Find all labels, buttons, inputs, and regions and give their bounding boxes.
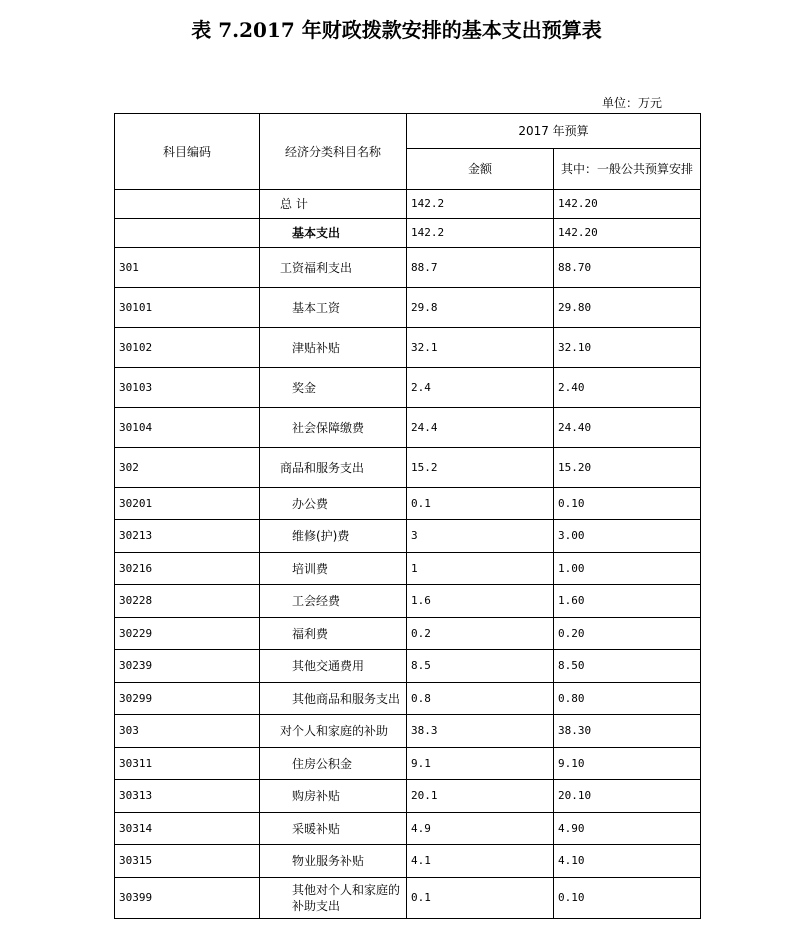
table-row bbox=[115, 219, 701, 248]
row-amount: 3 bbox=[407, 520, 554, 553]
header-general: 其中：一般公共预算安排 bbox=[554, 149, 701, 190]
row-name: 商品和服务支出 bbox=[260, 448, 407, 488]
row-name: 购房补贴 bbox=[260, 780, 407, 813]
row-amount: 88.7 bbox=[407, 248, 554, 288]
table-row bbox=[115, 715, 701, 748]
row-code: 30103 bbox=[115, 368, 260, 408]
row-code: 303 bbox=[115, 715, 260, 748]
table-row bbox=[115, 618, 701, 650]
table-row bbox=[115, 328, 701, 368]
row-amount: 15.2 bbox=[407, 448, 554, 488]
row-general: 0.20 bbox=[554, 618, 701, 650]
table-row bbox=[115, 190, 701, 219]
row-amount: 20.1 bbox=[407, 780, 554, 813]
row-name: 其他交通费用 bbox=[260, 650, 407, 683]
row-code: 30102 bbox=[115, 328, 260, 368]
row-amount: 0.1 bbox=[407, 878, 554, 919]
row-code: 30228 bbox=[115, 585, 260, 618]
row-general: 0.10 bbox=[554, 878, 701, 919]
table-row bbox=[115, 368, 701, 408]
row-name: 工资福利支出 bbox=[260, 248, 407, 288]
table-row bbox=[115, 520, 701, 553]
row-general: 88.70 bbox=[554, 248, 701, 288]
table-row bbox=[115, 288, 701, 328]
row-general: 24.40 bbox=[554, 408, 701, 448]
row-amount: 38.3 bbox=[407, 715, 554, 748]
table-row bbox=[115, 813, 701, 845]
row-name: 基本支出 bbox=[260, 219, 407, 248]
row-general: 32.10 bbox=[554, 328, 701, 368]
row-general: 8.50 bbox=[554, 650, 701, 683]
row-amount: 142.2 bbox=[407, 190, 554, 219]
row-name: 培训费 bbox=[260, 553, 407, 585]
header-amount: 金额 bbox=[407, 149, 554, 190]
row-amount: 4.1 bbox=[407, 845, 554, 878]
row-name: 办公费 bbox=[260, 488, 407, 520]
row-name: 其他对个人和家庭的补助支出 bbox=[260, 878, 407, 919]
row-general: 3.00 bbox=[554, 520, 701, 553]
row-amount: 2.4 bbox=[407, 368, 554, 408]
header-year-budget: 2017 年预算 bbox=[407, 114, 701, 149]
row-general: 142.20 bbox=[554, 190, 701, 219]
row-amount: 32.1 bbox=[407, 328, 554, 368]
row-amount: 0.1 bbox=[407, 488, 554, 520]
row-amount: 0.8 bbox=[407, 683, 554, 715]
row-code: 30313 bbox=[115, 780, 260, 813]
row-code: 301 bbox=[115, 248, 260, 288]
table-row bbox=[115, 488, 701, 520]
row-general: 0.80 bbox=[554, 683, 701, 715]
row-code: 30104 bbox=[115, 408, 260, 448]
row-amount: 9.1 bbox=[407, 748, 554, 780]
row-code: 302 bbox=[115, 448, 260, 488]
table-row bbox=[115, 553, 701, 585]
row-name: 基本工资 bbox=[260, 288, 407, 328]
row-general: 0.10 bbox=[554, 488, 701, 520]
row-name: 住房公积金 bbox=[260, 748, 407, 780]
table-row bbox=[115, 748, 701, 780]
table-row bbox=[115, 408, 701, 448]
table-row bbox=[115, 248, 701, 288]
row-code: 30213 bbox=[115, 520, 260, 553]
row-name: 奖金 bbox=[260, 368, 407, 408]
row-general: 4.90 bbox=[554, 813, 701, 845]
row-general: 38.30 bbox=[554, 715, 701, 748]
table-row bbox=[115, 683, 701, 715]
row-amount: 1 bbox=[407, 553, 554, 585]
table-row bbox=[115, 780, 701, 813]
row-code: 30315 bbox=[115, 845, 260, 878]
row-code: 30239 bbox=[115, 650, 260, 683]
table-row bbox=[115, 448, 701, 488]
row-amount: 8.5 bbox=[407, 650, 554, 683]
row-code bbox=[115, 219, 260, 248]
row-general: 1.00 bbox=[554, 553, 701, 585]
row-amount: 1.6 bbox=[407, 585, 554, 618]
page-title: 表 7.2017 年财政拨款安排的基本支出预算表 bbox=[191, 18, 602, 42]
row-amount: 142.2 bbox=[407, 219, 554, 248]
row-general: 1.60 bbox=[554, 585, 701, 618]
row-amount: 4.9 bbox=[407, 813, 554, 845]
table-row bbox=[115, 845, 701, 878]
row-code: 30399 bbox=[115, 878, 260, 919]
budget-table bbox=[114, 113, 701, 919]
row-name: 总 计 bbox=[260, 190, 407, 219]
row-amount: 24.4 bbox=[407, 408, 554, 448]
row-general: 20.10 bbox=[554, 780, 701, 813]
unit-label: 单位：万元 bbox=[602, 96, 663, 110]
row-general: 29.80 bbox=[554, 288, 701, 328]
row-name: 社会保障缴费 bbox=[260, 408, 407, 448]
row-code: 30216 bbox=[115, 553, 260, 585]
row-code: 30311 bbox=[115, 748, 260, 780]
row-code: 30299 bbox=[115, 683, 260, 715]
row-name: 津贴补贴 bbox=[260, 328, 407, 368]
row-name: 工会经费 bbox=[260, 585, 407, 618]
row-name: 对个人和家庭的补助 bbox=[260, 715, 407, 748]
row-general: 15.20 bbox=[554, 448, 701, 488]
table-row bbox=[115, 878, 701, 919]
header-code: 科目编码 bbox=[115, 114, 260, 190]
row-general: 142.20 bbox=[554, 219, 701, 248]
row-code: 30314 bbox=[115, 813, 260, 845]
table-row bbox=[115, 585, 701, 618]
row-general: 4.10 bbox=[554, 845, 701, 878]
table-row bbox=[115, 650, 701, 683]
row-code bbox=[115, 190, 260, 219]
header-name: 经济分类科目名称 bbox=[260, 114, 407, 190]
row-amount: 0.2 bbox=[407, 618, 554, 650]
row-amount: 29.8 bbox=[407, 288, 554, 328]
row-name: 其他商品和服务支出 bbox=[260, 683, 407, 715]
row-general: 2.40 bbox=[554, 368, 701, 408]
row-code: 30229 bbox=[115, 618, 260, 650]
row-name: 采暖补贴 bbox=[260, 813, 407, 845]
row-general: 9.10 bbox=[554, 748, 701, 780]
row-name: 维修(护)费 bbox=[260, 520, 407, 553]
row-code: 30101 bbox=[115, 288, 260, 328]
row-name: 物业服务补贴 bbox=[260, 845, 407, 878]
row-name: 福利费 bbox=[260, 618, 407, 650]
row-code: 30201 bbox=[115, 488, 260, 520]
